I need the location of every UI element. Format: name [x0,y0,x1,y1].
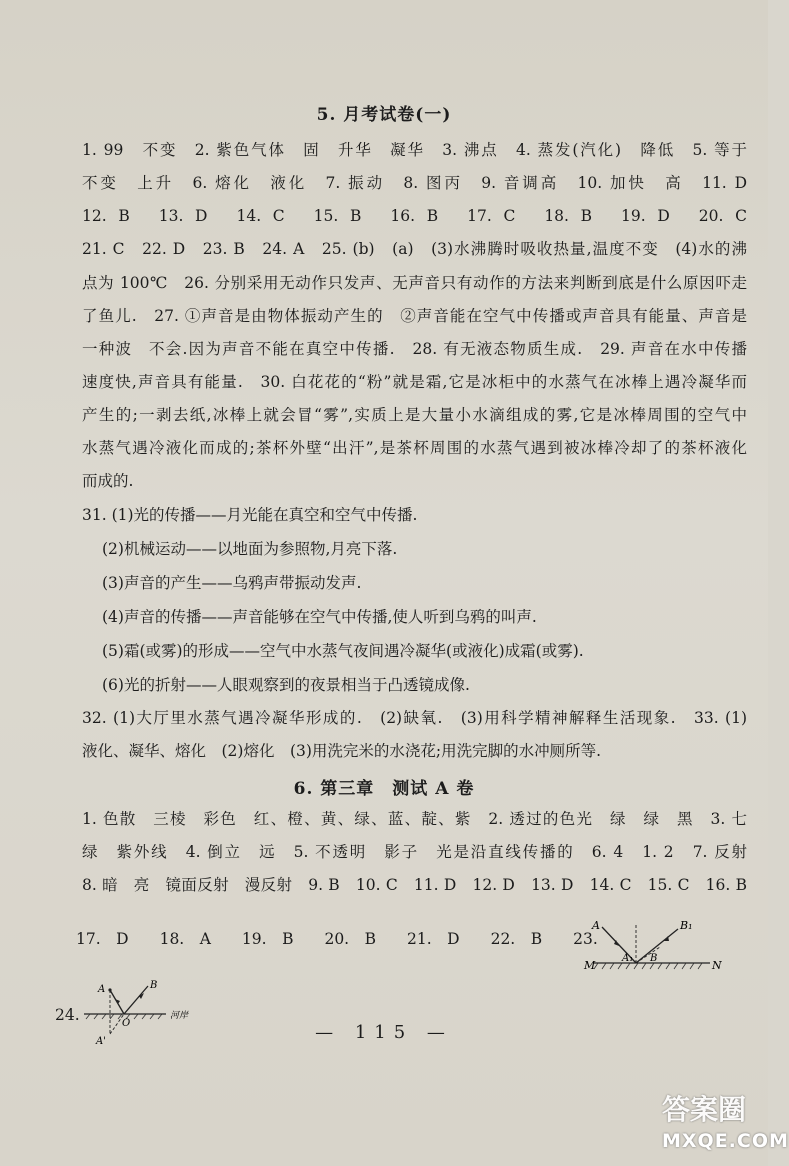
section6-title: 6. 第三章 测试 A 卷 [293,779,475,799]
watermark-logo [662,1088,789,1152]
s5-line-11: 而成的. [82,472,134,490]
s5-line-5: 点为 100℃ 26. 分别采用无动作只发声、无声音只有动作的方法来判断到底是什么原因吓走 [82,274,747,292]
s5-line-3: 12. B 13. D 14. C 15. B 16. B 17. C 18. B 19. D 20. C [82,207,747,225]
q31-line-6: (6)光的折射——人眼观察到的夜景相当于凸透镜成像. [102,676,470,694]
q31-line-1: 31. (1)光的传播——月光能在真空和空气中传播. [82,506,418,524]
s5-line-2: 不变 上升 6. 熔化 液化 7. 振动 8. 图丙 9. 音调高 10. 加快 高 11. D [82,174,747,192]
watermark-line-2: MXQE.COM [662,1130,789,1152]
s5-line-10: 水蒸气遇冷液化而成的;茶杯外壁“出汗”,是茶杯周围的水蒸气遇到被冰棒冷却了的茶杯液化 [82,439,747,457]
diagram-23 [584,915,724,977]
s5-line-4: 21. C 22. D 23. B 24. A 25. (b) (a) (3)水沸腾时吸收热量,温度不变 (4)水的沸 [82,240,747,258]
page-number: — 115 — [315,1022,453,1043]
s5-line-1: 1. 99 不变 2. 紫色气体 固 升华 凝华 3. 沸点 4. 蒸发(汽化) 降低 5. 等于 [82,141,747,159]
q32-line-2: 液化、凝华、熔化 (2)熔化 (3)用洗完米的水浇花;用洗完脚的水冲厕所等. [82,742,602,760]
q31-line-2: (2)机械运动——以地面为参照物,月亮下落. [102,540,398,558]
s6-line-2: 绿 紫外线 4. 倒立 远 5. 不透明 影子 光是沿直线传播的 6. 4 1. 2 7. 反射 [82,843,747,861]
s5-line-9: 产生的;一剥去纸,冰棒上就会冒“雾”,实质上是大量小水滴组成的雾,它是冰棒周围的空气中 [82,406,747,424]
q31-line-4: (4)声音的传播——声音能够在空气中传播,使人听到乌鸦的叫声. [102,608,537,626]
q32-line-1: 32. (1)大厅里水蒸气遇冷凝华形成的. (2)缺氧. (3)用科学精神解释生活现象. 33. (1) [82,709,747,727]
label-B: B [650,953,658,964]
s5-line-7: 一种波 不会.因为声音不能在真空中传播. 28. 有无液态物质生成. 29. 声音在水中传播 [82,340,747,358]
label-A1: A₁ [622,953,634,964]
label-M: M [584,959,596,972]
label-A-prime: A' [96,1036,106,1047]
q31-line-5: (5)霜(或雾)的形成——空气中水蒸气夜间遇冷凝华(或液化)成霜(或雾). [102,642,584,660]
s5-line-8: 速度快,声音具有能量. 30. 白花花的“粉”就是霜,它是冰柜中的水蒸气在冰棒上遇冷凝华而 [82,373,747,391]
label-B1: B₁ [680,919,693,932]
label-O: O [122,1018,131,1029]
q24-label: 24. [55,1006,80,1024]
watermark-line-1: 答案圈 [662,1093,747,1126]
section5-title: 5. 月考试卷(一) [316,105,452,125]
s5-line-6: 了鱼儿. 27. ①声音是由物体振动产生的 ②声音能在空气中传播或声音具有能量、声音是 [82,307,747,325]
label-A: A [98,984,106,995]
q31-line-3: (3)声音的产生——乌鸦声带振动发声. [102,574,362,592]
label-N: N [712,959,722,972]
s6-line-4: 17. D 18. A 19. B 20. B 21. D 22. B 23. [76,930,598,948]
label-A: A [592,919,600,932]
label-B: B [150,980,158,991]
reflected-ray [124,986,148,1014]
s6-line-1: 1. 色散 三棱 彩色 红、橙、黄、绿、蓝、靛、紫 2. 透过的色光 绿 绿 黑 3. 七 [82,810,747,828]
label-shore: 河岸 [170,1011,189,1021]
s6-line-3: 8. 暗 亮 镜面反射 漫反射 9. B 10. C 11. D 12. D 13. D 14. C 15. C 16. B [82,876,747,894]
